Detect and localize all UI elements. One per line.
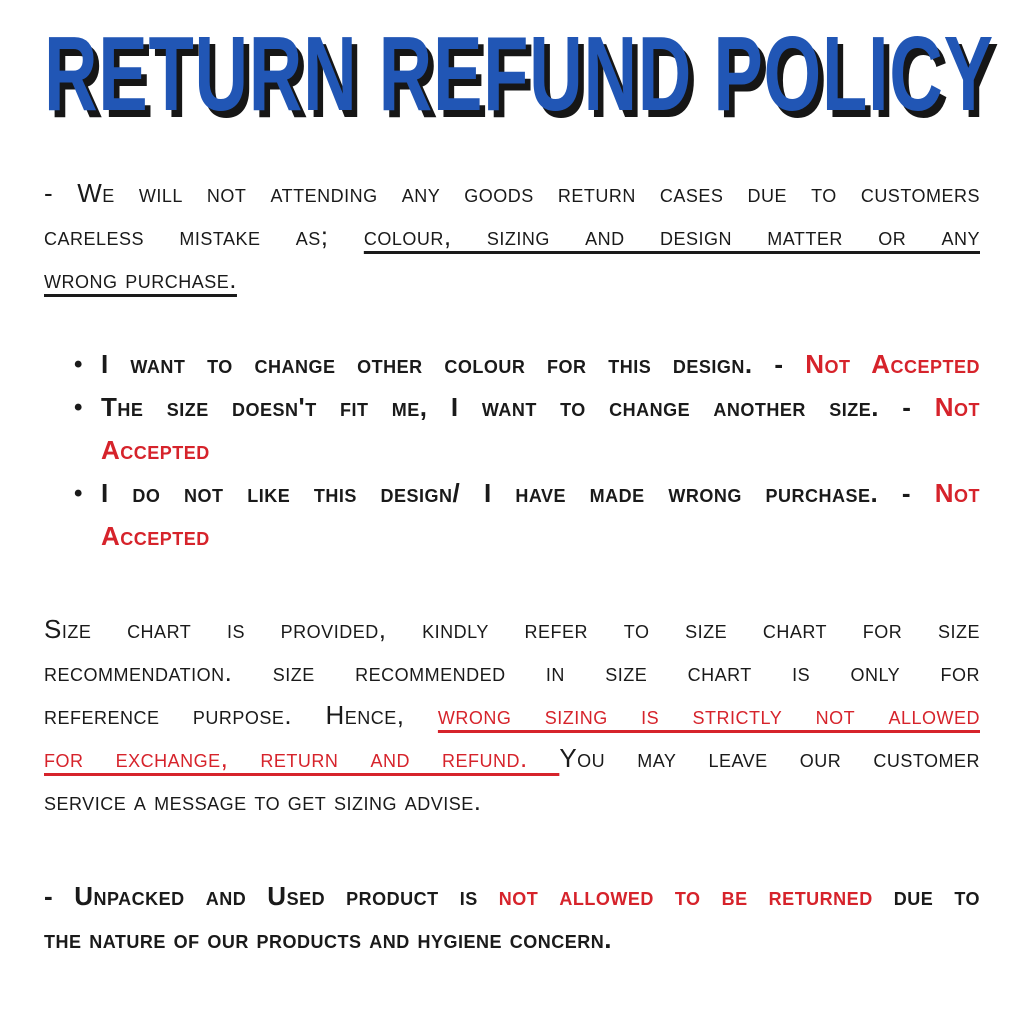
text-segment: careless mistake as; [44,221,364,251]
underlined-text-segment: colour, sizing and design matter or any [363,221,980,251]
text-line [44,258,980,301]
red-text-segment: not allowed to be returned [498,881,873,911]
bullet-icon: • [74,351,83,378]
text-segment: - Unpacked and Used product is [44,881,499,911]
text-line [44,651,980,694]
text-segment: I do not like this design/ I have made wrong purchase. - [101,478,935,508]
text-segment: The size doesn't fit me, I want to change another size. - [101,392,935,422]
not-accepted-label: Not [934,478,980,508]
not-accepted-label: Not [934,392,980,422]
bullet-icon: • [74,480,83,507]
not-accepted-label: Not Accepted [805,349,980,379]
text-line [44,608,980,651]
text-line [44,875,980,918]
list-item [44,343,980,386]
text-segment: due to [872,881,980,911]
not-accepted-label: Accepted [101,521,210,551]
text-line [44,737,980,780]
text-line [101,429,980,472]
text-segment: I want to change other colour for this design. - [101,349,806,379]
bullet-icon: • [74,394,83,421]
text-line [44,780,980,823]
text-segment: reference purpose. Hence, [44,700,438,730]
hygiene-paragraph [44,875,980,961]
text-line [44,694,980,737]
red-underlined-text-segment: for exchange, return and refund. [44,743,560,773]
list-item [44,386,980,472]
page-title [44,15,994,133]
text-line [101,386,980,429]
text-segment: service a message to get sizing advise. [44,786,482,816]
not-accepted-label: Accepted [101,435,210,465]
page-title-text: RETURN REFUND POLICY [44,15,994,133]
rejection-examples-list [44,343,980,558]
text-line [101,472,980,515]
sizing-paragraph [44,608,980,823]
intro-paragraph [44,172,980,301]
text-line [44,172,980,215]
text-line [101,343,980,386]
list-item [44,472,980,558]
policy-document [0,15,1020,961]
text-segment: recommendation. size recommended in size chart is only for [44,657,980,687]
text-segment: - We will not attending any goods return cases due to customers [44,178,980,208]
text-line [44,918,980,961]
text-line [101,515,980,558]
text-segment: You may leave our customer [559,743,980,773]
underlined-text-segment: wrong purchase. [44,264,237,294]
text-line [44,215,980,258]
red-underlined-text-segment: wrong sizing is strictly not allowed [437,700,980,730]
text-segment: the nature of our products and hygiene concern. [44,924,612,954]
text-segment: Size chart is provided, kindly refer to size chart for size [44,614,980,644]
